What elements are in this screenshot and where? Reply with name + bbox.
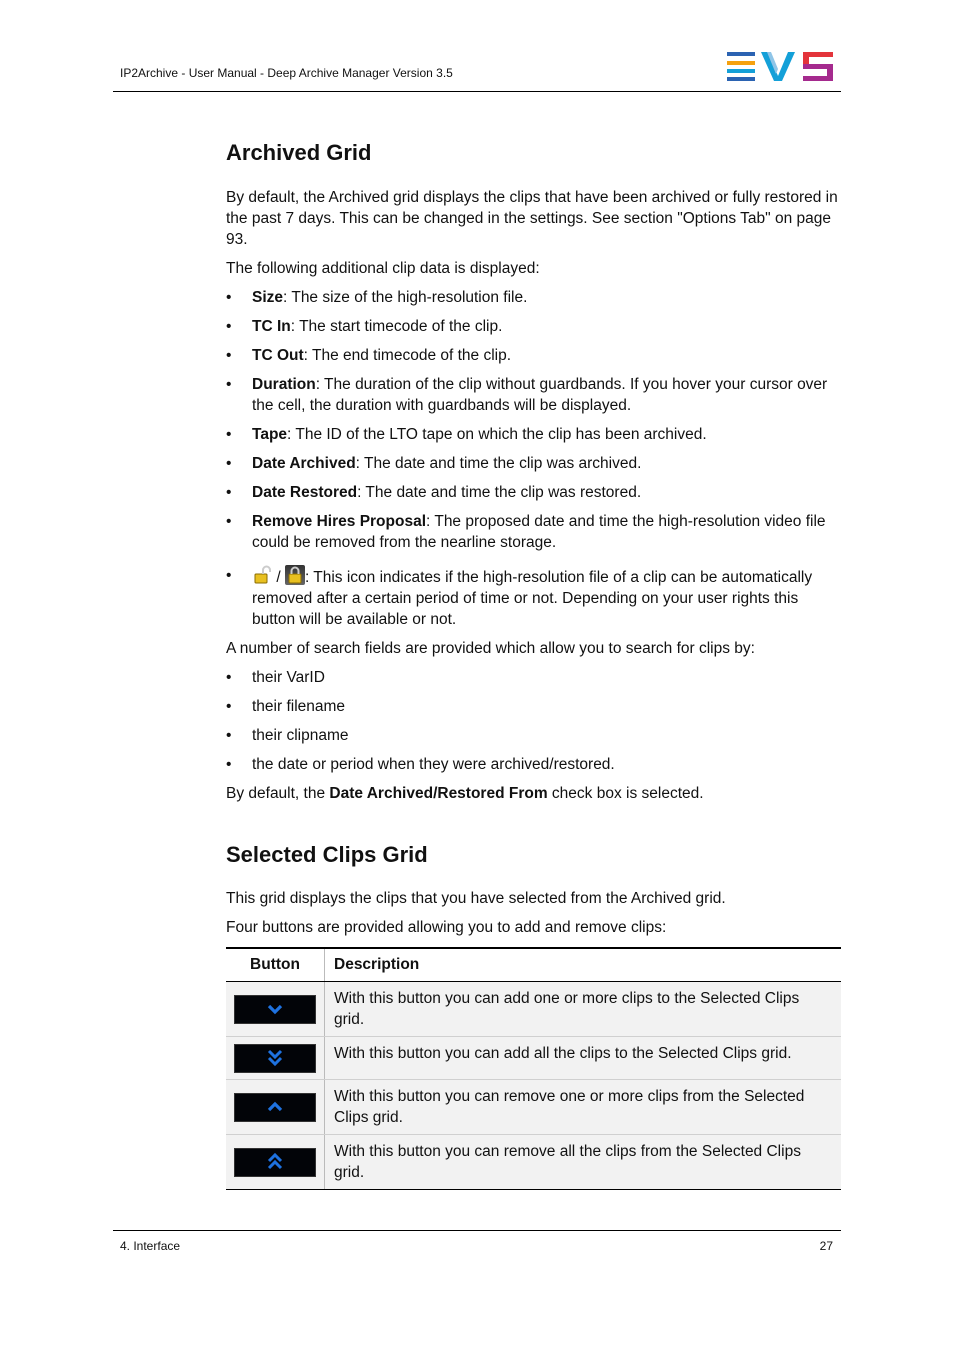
list-item: • the date or period when they were archived/restored. — [226, 756, 615, 773]
list-item: • their clipname — [226, 727, 349, 744]
table-row — [226, 982, 841, 1037]
list-item: • Date Archived: The date and time the clip was archived. — [226, 455, 642, 472]
list-item: • Tape: The ID of the LTO tape on which the clip has been archived. — [226, 426, 707, 443]
add-clip-button[interactable] — [234, 995, 316, 1024]
table-header-row — [226, 948, 841, 982]
chevron-up-icon — [266, 1100, 284, 1114]
clip-data-lead: The following additional clip data is displayed: — [226, 260, 540, 277]
description-cell: With this button you can add one or more clips to the Selected Clips grid. — [325, 982, 842, 1037]
evs-logo — [727, 52, 835, 82]
archived-grid-intro: By default, the Archived grid displays the clips that have been archived or fully restored in the past 7 days. This can be changed in the settings. See section "Options Tab" on page 93. — [226, 189, 838, 248]
page-number: 27 — [819, 1239, 833, 1253]
double-chevron-up-icon — [266, 1152, 284, 1172]
page-footer — [113, 1230, 841, 1253]
list-item: • Date Restored: The date and time the clip was restored. — [226, 484, 642, 501]
chevron-down-icon — [266, 1002, 284, 1016]
button-cell — [226, 1037, 325, 1080]
list-item-lock: • / : This icon indicates if the high-resolution file of a clip can be automatically removed after a certain period of time or not. Depending on your user rights this button will be available or not. — [226, 567, 813, 628]
button-cell — [226, 982, 325, 1037]
table-row — [226, 1080, 841, 1135]
page-header — [113, 46, 841, 92]
description-cell: With this button you can remove one or more clips from the Selected Clips grid. — [325, 1080, 842, 1135]
button-cell — [226, 1135, 325, 1190]
search-list — [226, 667, 841, 775]
page-content — [226, 140, 841, 1190]
description-cell: With this button you can add all the clips to the Selected Clips grid. — [325, 1037, 842, 1080]
selected-grid-intro: This grid displays the clips that you have selected from the Archived grid. — [226, 890, 726, 907]
search-lead: A number of search fields are provided which allow you to search for clips by: — [226, 640, 755, 657]
table-row — [226, 1037, 841, 1080]
list-item: • TC In: The start timecode of the clip. — [226, 318, 503, 335]
lock-closed-icon — [285, 565, 305, 585]
default-checkbox-note: By default, the Date Archived/Restored From check box is selected. — [226, 785, 704, 802]
double-chevron-down-icon — [266, 1048, 284, 1068]
list-item: • TC Out: The end timecode of the clip. — [226, 347, 512, 364]
column-header-description: Description — [325, 948, 842, 982]
section-heading-selected-clips-grid: Selected Clips Grid — [226, 842, 428, 867]
remove-all-clips-button[interactable] — [234, 1148, 316, 1177]
list-item: • their VarID — [226, 669, 325, 686]
button-cell — [226, 1080, 325, 1135]
list-item: • Remove Hires Proposal: The proposed date and time the high-resolution video file could be removed from the nearline storage. — [226, 513, 826, 551]
section-heading-archived-grid: Archived Grid — [226, 140, 372, 165]
list-item: • Duration: The duration of the clip without guardbands. If you hover your cursor over the cell, the duration with guardbands will be displayed. — [226, 376, 828, 414]
column-header-button: Button — [226, 948, 325, 982]
add-all-clips-button[interactable] — [234, 1044, 316, 1073]
header-title: IP2Archive - User Manual - Deep Archive Manager Version 3.5 — [120, 66, 453, 80]
buttons-lead: Four buttons are provided allowing you to add and remove clips: — [226, 919, 667, 936]
remove-clip-button[interactable] — [234, 1093, 316, 1122]
list-item: • their filename — [226, 698, 346, 715]
clip-data-list — [226, 287, 841, 630]
list-item: • Size: The size of the high-resolution file. — [226, 289, 528, 306]
footer-section: 4. Interface — [120, 1239, 181, 1253]
lock-open-icon — [252, 565, 272, 585]
table-row — [226, 1135, 841, 1190]
buttons-table — [226, 947, 841, 1190]
description-cell: With this button you can remove all the clips from the Selected Clips grid. — [325, 1135, 842, 1190]
